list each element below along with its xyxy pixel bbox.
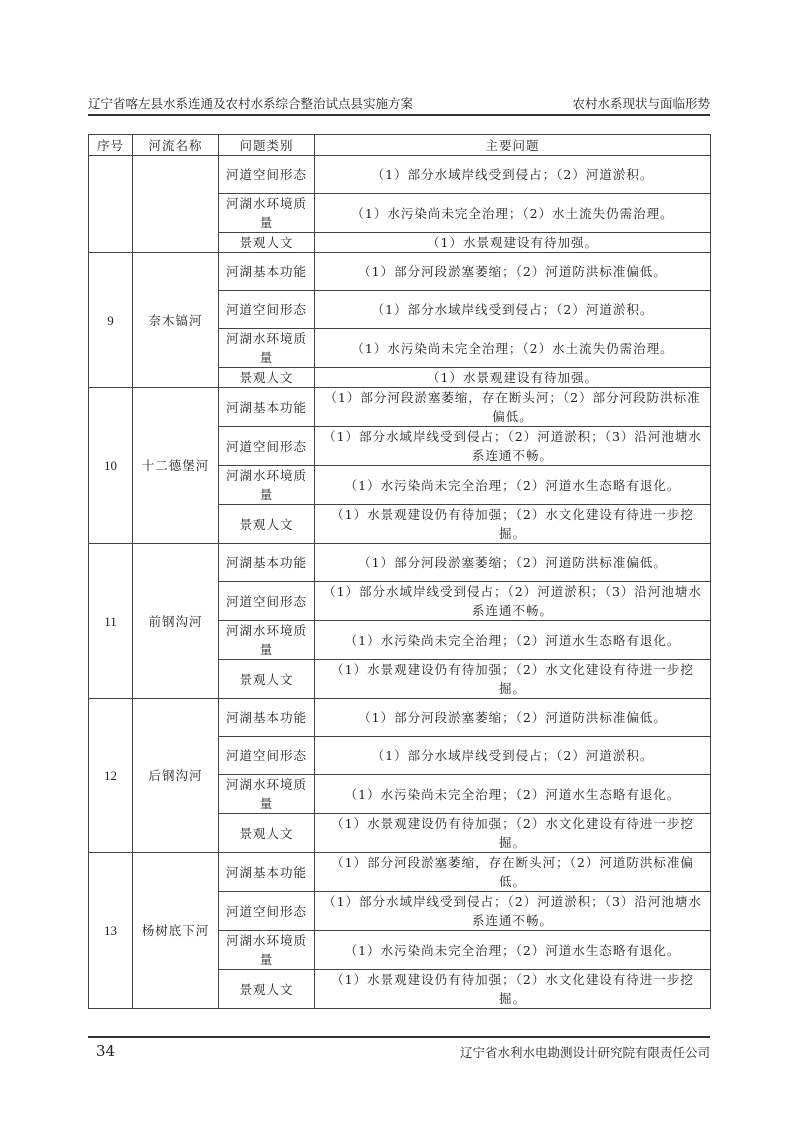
issue-cell: （1）部分水域岸线受到侵占；（2）河道淤积；（3）沿河池塘水系连通不畅。 — [315, 582, 711, 621]
category-cell: 河湖水环境质量 — [219, 466, 315, 505]
category-cell: 河道空间形态 — [219, 291, 315, 329]
category-cell: 景观人文 — [219, 368, 315, 388]
column-header-issue: 主要问题 — [315, 135, 711, 156]
category-cell: 河湖水环境质量 — [219, 621, 315, 660]
issue-cell: （1）部分河段淤塞萎缩，存在断头河；（2）河道防洪标准偏低。 — [315, 853, 711, 892]
table-row — [89, 253, 711, 291]
table-row — [89, 544, 711, 582]
table-row — [89, 388, 711, 427]
issue-cell: （1）水景观建设仍有待加强；（2）水文化建设有待进一步挖掘。 — [315, 970, 711, 1009]
number-cell: 9 — [89, 253, 133, 388]
category-cell: 河道空间形态 — [219, 582, 315, 621]
issue-cell: （1）部分河段淤塞萎缩，存在断头河；（2）部分河段防洪标准偏低。 — [315, 388, 711, 427]
column-header-category: 问题类别 — [219, 135, 315, 156]
category-cell: 河湖水环境质量 — [219, 775, 315, 814]
issue-cell: （1）部分水域岸线受到侵占；（2）河道淤积；（3）沿河池塘水系连通不畅。 — [315, 427, 711, 466]
category-cell: 河湖基本功能 — [219, 544, 315, 582]
issue-cell: （1）部分水域岸线受到侵占；（2）河道淤积；（3）沿河池塘水系连通不畅。 — [315, 892, 711, 931]
number-cell: 13 — [89, 853, 133, 1009]
category-cell: 河湖基本功能 — [219, 699, 315, 737]
category-cell: 河道空间形态 — [219, 427, 315, 466]
section-title: 农村水系现状与面临形势 — [572, 96, 710, 111]
issue-cell: （1）水景观建设仍有待加强；（2）水文化建设有待进一步挖掘。 — [315, 505, 711, 544]
river-cell: 杨树底下河 — [133, 853, 219, 1009]
table-row — [89, 853, 711, 892]
river-cell: 前钢沟河 — [133, 544, 219, 699]
issue-cell: （1）水污染尚未完全治理；（2）河道水生态略有退化。 — [315, 931, 711, 970]
river-cell: 十二德堡河 — [133, 388, 219, 544]
category-cell: 景观人文 — [219, 233, 315, 253]
river-cell — [133, 156, 219, 253]
issue-cell: （1）水污染尚未完全治理；（2）河道水生态略有退化。 — [315, 775, 711, 814]
issue-cell: （1）部分水域岸线受到侵占；（2）河道淤积。 — [315, 737, 711, 775]
river-cell: 后钢沟河 — [133, 699, 219, 853]
category-cell: 河湖基本功能 — [219, 853, 315, 892]
issue-cell: （1）部分河段淤塞萎缩；（2）河道防洪标准偏低。 — [315, 544, 711, 582]
document-title: 辽宁省喀左县水系连通及农村水系综合整治试点县实施方案 — [88, 96, 414, 111]
category-cell: 河湖基本功能 — [219, 388, 315, 427]
issue-cell: （1）水污染尚未完全治理；（2）河道水生态略有退化。 — [315, 466, 711, 505]
category-cell: 河道空间形态 — [219, 156, 315, 194]
issue-cell: （1）水景观建设有待加强。 — [315, 368, 711, 388]
category-cell: 河湖水环境质量 — [219, 931, 315, 970]
number-cell: 11 — [89, 544, 133, 699]
issue-cell: （1）水污染尚未完全治理；（2）水土流失仍需治理。 — [315, 329, 711, 368]
river-cell: 奈木镐河 — [133, 253, 219, 388]
number-cell — [89, 156, 133, 253]
table-row — [89, 699, 711, 737]
category-cell: 河道空间形态 — [219, 892, 315, 931]
page-footer — [88, 1036, 710, 1064]
category-cell: 景观人文 — [219, 505, 315, 544]
category-cell: 河湖基本功能 — [219, 253, 315, 291]
page-header — [88, 90, 710, 116]
table-row — [89, 156, 711, 194]
number-cell: 12 — [89, 699, 133, 853]
issue-cell: （1）水污染尚未完全治理；（2）河道水生态略有退化。 — [315, 621, 711, 660]
issue-cell: （1）水污染尚未完全治理；（2）水土流失仍需治理。 — [315, 194, 711, 233]
issue-cell: （1）部分水域岸线受到侵占；（2）河道淤积。 — [315, 156, 711, 194]
river-issues-table — [88, 134, 711, 1009]
issue-cell: （1）部分河段淤塞萎缩；（2）河道防洪标准偏低。 — [315, 699, 711, 737]
column-header-number: 序号 — [89, 135, 133, 156]
category-cell: 河湖水环境质量 — [219, 194, 315, 233]
issue-cell: （1）部分水域岸线受到侵占；（2）河道淤积。 — [315, 291, 711, 329]
category-cell: 景观人文 — [219, 970, 315, 1009]
organization-name: 辽宁省水利水电勘测设计研究院有限责任公司 — [459, 1045, 710, 1060]
issue-cell: （1）部分河段淤塞萎缩；（2）河道防洪标准偏低。 — [315, 253, 711, 291]
category-cell: 河道空间形态 — [219, 737, 315, 775]
issue-cell: （1）水景观建设有待加强。 — [315, 233, 711, 253]
column-header-river: 河流名称 — [133, 135, 219, 156]
category-cell: 景观人文 — [219, 814, 315, 853]
issue-cell: （1）水景观建设仍有待加强；（2）水文化建设有待进一步挖掘。 — [315, 814, 711, 853]
issue-cell: （1）水景观建设仍有待加强；（2）水文化建设有待进一步挖掘。 — [315, 660, 711, 699]
category-cell: 河湖水环境质量 — [219, 329, 315, 368]
category-cell: 景观人文 — [219, 660, 315, 699]
number-cell: 10 — [89, 388, 133, 544]
page-number: 34 — [96, 1042, 116, 1060]
